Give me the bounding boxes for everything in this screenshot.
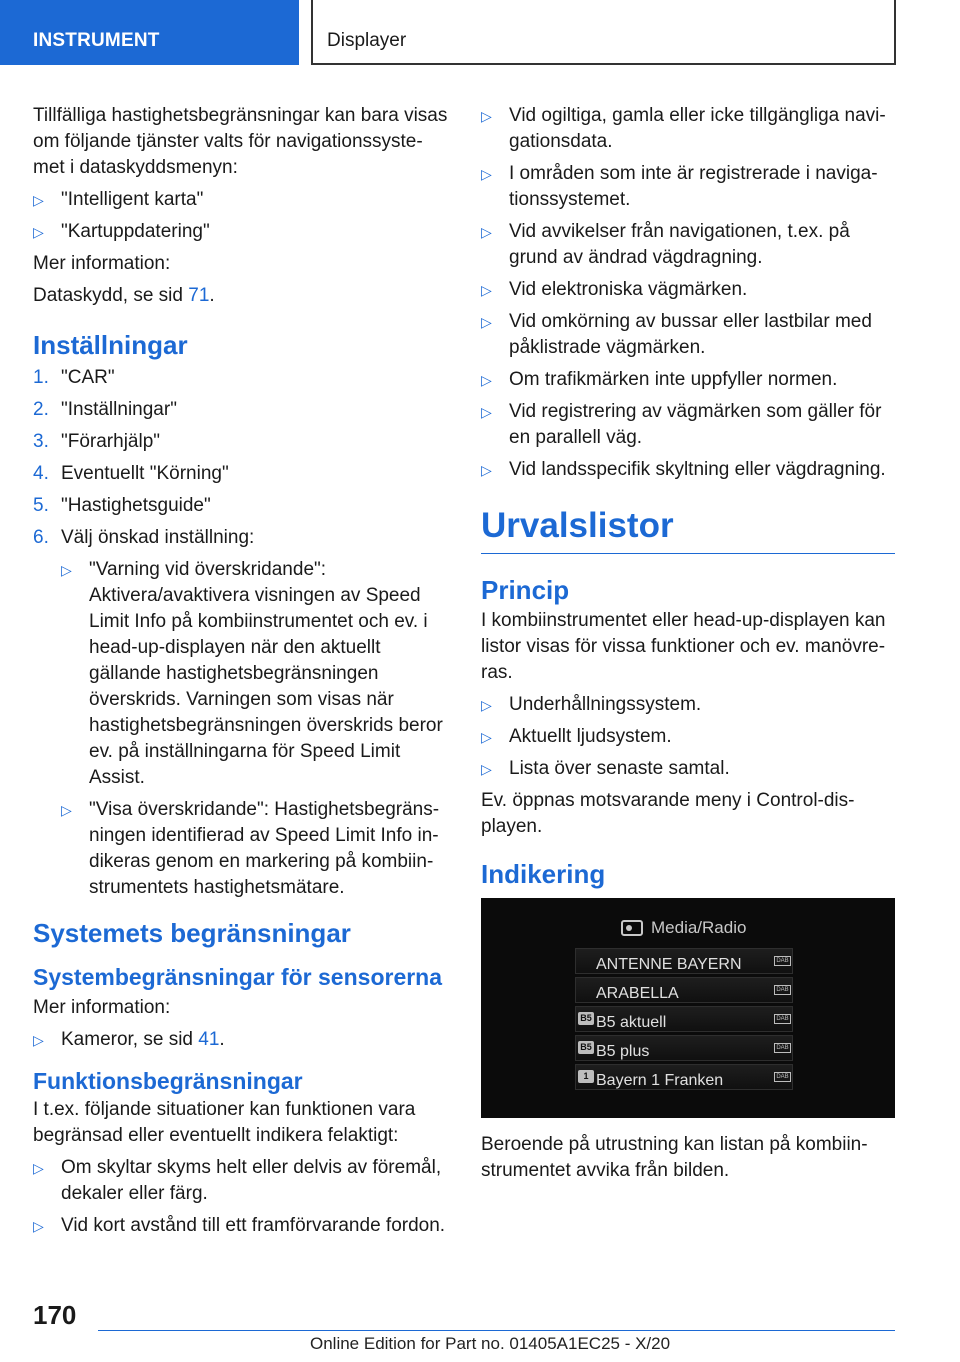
step-text: "Inställningar" bbox=[61, 399, 177, 420]
list-item bbox=[481, 692, 895, 718]
screen-title bbox=[621, 915, 746, 941]
list-item bbox=[481, 756, 895, 782]
dab-badge: DAB bbox=[774, 1014, 791, 1024]
step-item bbox=[33, 461, 448, 487]
control-text: Ev. öppnas motsvarande meny i Control-displayen. bbox=[481, 790, 855, 837]
list-item bbox=[481, 309, 895, 361]
list-item bbox=[61, 557, 448, 791]
bullet-triangle-icon: ▷ bbox=[481, 166, 492, 182]
list-item-text: Aktuellt ljudsystem. bbox=[509, 726, 672, 747]
list-item-text: Vid kort avstånd till ett framförvarande fordon. bbox=[61, 1215, 446, 1236]
list-item-text: Vid omkörning av bussar eller lastbilar med påklistrade vägmärken. bbox=[509, 311, 872, 358]
list-item bbox=[481, 457, 895, 483]
step-text: Eventuellt "Körning" bbox=[61, 463, 229, 484]
step-item bbox=[33, 493, 448, 519]
station-row bbox=[575, 1006, 793, 1032]
station-name: B5 plus bbox=[596, 1043, 650, 1060]
station-logo-icon: B5 bbox=[578, 1041, 594, 1054]
image-caption: Beroende på utrustning kan listan på kombiinstrumentet avvika från bilden. bbox=[481, 1134, 868, 1181]
lists-heading: Urvalslistor bbox=[481, 506, 674, 545]
station-name: ARABELLA bbox=[596, 985, 679, 1002]
ref-text: Dataskydd, se sid bbox=[33, 285, 189, 306]
list-item bbox=[481, 724, 895, 750]
bullet-triangle-icon: ▷ bbox=[481, 729, 492, 745]
list-item-text: Lista över senaste samtal. bbox=[509, 758, 730, 779]
bullet-triangle-icon: ▷ bbox=[481, 282, 492, 298]
footer-edition: Online Edition for Part no. 01405A1EC25 - X/20 bbox=[310, 1334, 671, 1353]
list-item bbox=[33, 187, 448, 213]
bullet-triangle-icon: ▷ bbox=[33, 1032, 44, 1048]
page-link-41[interactable]: 41 bbox=[198, 1029, 220, 1050]
page-number: 170 bbox=[33, 1300, 77, 1330]
bullet-triangle-icon: ▷ bbox=[481, 404, 492, 420]
bullet-triangle-icon: ▷ bbox=[481, 462, 492, 478]
section-tab: INSTRUMENT bbox=[0, 0, 299, 65]
more-info-label: Mer information: bbox=[33, 997, 171, 1018]
list-item-text: Underhållningssystem. bbox=[509, 694, 702, 715]
list-item-text: Om skyltar skyms helt eller delvis av föremål, dekaler eller färg. bbox=[61, 1157, 442, 1204]
list-item-text: "Kartuppdatering" bbox=[61, 221, 210, 242]
screen-title-text: Media/Radio bbox=[651, 918, 747, 937]
limits-heading: Systemets begränsningar bbox=[33, 918, 351, 948]
footer-rule bbox=[98, 1330, 895, 1331]
step-item bbox=[33, 397, 448, 423]
display-heading: Indikering bbox=[481, 859, 606, 889]
step-number: 2. bbox=[33, 399, 49, 420]
bullet-triangle-icon: ▷ bbox=[481, 314, 492, 330]
step-item bbox=[33, 365, 448, 391]
list-item-text: Om trafikmärken inte uppfyller normen. bbox=[509, 369, 838, 390]
step-text: "Hastighetsguide" bbox=[61, 495, 211, 516]
dab-badge: DAB bbox=[774, 1043, 791, 1053]
station-row bbox=[575, 1064, 793, 1090]
bullet-triangle-icon: ▷ bbox=[481, 761, 492, 777]
step-item bbox=[33, 429, 448, 455]
func-heading: Funktionsbegränsningar bbox=[33, 1068, 303, 1094]
list-item bbox=[61, 797, 448, 901]
right-column bbox=[481, 103, 895, 1190]
step-number: 5. bbox=[33, 495, 49, 516]
func-list bbox=[33, 1155, 448, 1239]
list-item: ▷ Kameror, se sid 41. bbox=[33, 1027, 448, 1053]
list-item-text: Vid ogiltiga, gamla eller icke tillgängliga navigationsdata. bbox=[509, 105, 886, 152]
station-row bbox=[575, 1035, 793, 1061]
bullet-triangle-icon: ▷ bbox=[33, 1218, 44, 1234]
left-column bbox=[33, 103, 448, 1245]
bullet-triangle-icon: ▷ bbox=[33, 224, 44, 240]
settings-steps bbox=[33, 365, 448, 901]
intro-text: Tillfälliga hastighetsbegränsningar kan bara visas om följande tjänster valts för navigationssystemet i dataskyddsmenyn: bbox=[33, 105, 448, 178]
list-item bbox=[481, 219, 895, 271]
step-number: 3. bbox=[33, 431, 49, 452]
list-item-text: Vid elektroniska vägmärken. bbox=[509, 279, 748, 300]
list-item-text: "Intelligent karta" bbox=[61, 189, 204, 210]
list-item-text: Vid avvikelser från navigationen, t.ex. på grund av ändrad vägdragning. bbox=[509, 221, 850, 268]
chapter-title: Displayer bbox=[311, 0, 896, 65]
station-name: B5 aktuell bbox=[596, 1014, 667, 1031]
step-text: Välj önskad inställning: bbox=[61, 527, 255, 548]
station-row bbox=[575, 948, 793, 974]
sensor-heading: Systembegränsningar för sensorerna bbox=[33, 964, 443, 990]
func-list-cont bbox=[481, 103, 895, 483]
page-link-71[interactable]: 71 bbox=[188, 285, 210, 306]
dataskydd-ref: Dataskydd, se sid 71. bbox=[33, 285, 215, 306]
list-item bbox=[481, 161, 895, 213]
step-number: 1. bbox=[33, 367, 49, 388]
substeps-list bbox=[61, 557, 448, 901]
bullet-triangle-icon: ▷ bbox=[481, 224, 492, 240]
list-item bbox=[33, 1213, 448, 1239]
principle-heading: Princip bbox=[481, 575, 570, 605]
step-item bbox=[33, 525, 448, 901]
bullet-triangle-icon: ▷ bbox=[33, 192, 44, 208]
bullet-triangle-icon: ▷ bbox=[33, 1160, 44, 1176]
step-text: "Förarhjälp" bbox=[61, 431, 161, 452]
list-item-text: Vid registrering av vägmärken som gäller för en parallell väg. bbox=[509, 401, 882, 448]
media-radio-screenshot bbox=[481, 898, 895, 1118]
lists-heading-block bbox=[481, 505, 895, 554]
services-list bbox=[33, 187, 448, 245]
more-info-label: Mer information: bbox=[33, 253, 171, 274]
station-name: Bayern 1 Franken bbox=[596, 1072, 724, 1089]
list-item-text: Vid landsspecifik skyltning eller vägdragning. bbox=[509, 459, 886, 480]
dab-badge: DAB bbox=[774, 985, 791, 995]
list-item bbox=[481, 399, 895, 451]
media-radio-icon bbox=[621, 920, 643, 936]
station-row bbox=[575, 977, 793, 1003]
func-intro: I t.ex. följande situationer kan funktionen vara begränsad eller eventuellt indikera felaktigt: bbox=[33, 1099, 416, 1146]
list-item bbox=[33, 219, 448, 245]
bullet-triangle-icon: ▷ bbox=[61, 562, 72, 578]
list-item bbox=[33, 1155, 448, 1207]
step-number: 6. bbox=[33, 527, 49, 548]
station-logo-icon: 1 bbox=[578, 1070, 594, 1083]
dab-badge: DAB bbox=[774, 1072, 791, 1082]
list-item bbox=[481, 103, 895, 155]
dab-badge: DAB bbox=[774, 956, 791, 966]
step-text: "CAR" bbox=[61, 367, 115, 388]
bullet-triangle-icon: ▷ bbox=[481, 372, 492, 388]
bullet-triangle-icon: ▷ bbox=[481, 697, 492, 713]
station-name: ANTENNE BAYERN bbox=[596, 956, 742, 973]
list-item-text: I områden som inte är registrerade i navigationssystemet. bbox=[509, 163, 878, 210]
list-item bbox=[481, 367, 895, 393]
step-number: 4. bbox=[33, 463, 49, 484]
principle-text: I kombiinstrumentet eller head-up-displayen kan listor visas för vissa funktioner och ev. manövreras. bbox=[481, 610, 886, 683]
list-item-text: "Visa överskridande": Hastighetsbegränsningen identifierad av Speed Limit Info indikeras genom en markering på kombiinstrumentets hastighetsmätare. bbox=[89, 799, 440, 898]
camera-list bbox=[33, 1027, 448, 1053]
settings-heading: Inställningar bbox=[33, 330, 188, 360]
principle-list bbox=[481, 692, 895, 782]
list-item-text: "Varning vid överskridande": Aktivera/avaktivera visningen av Speed Limit Info på kombiinstrumentet och ev. i head-up-displayen när den aktuellt gällande hastighetsbegränsningen överskrids. Varningen som visas när hastighetsbegränsningen överskrids beror ev. på inställningarna för Speed Limit Assist. bbox=[89, 559, 443, 788]
list-item-text: Kameror, se sid bbox=[61, 1029, 199, 1050]
bullet-triangle-icon: ▷ bbox=[481, 108, 492, 124]
bullet-triangle-icon: ▷ bbox=[61, 802, 72, 818]
list-item bbox=[481, 277, 895, 303]
station-logo-icon: B5 bbox=[578, 1012, 594, 1025]
